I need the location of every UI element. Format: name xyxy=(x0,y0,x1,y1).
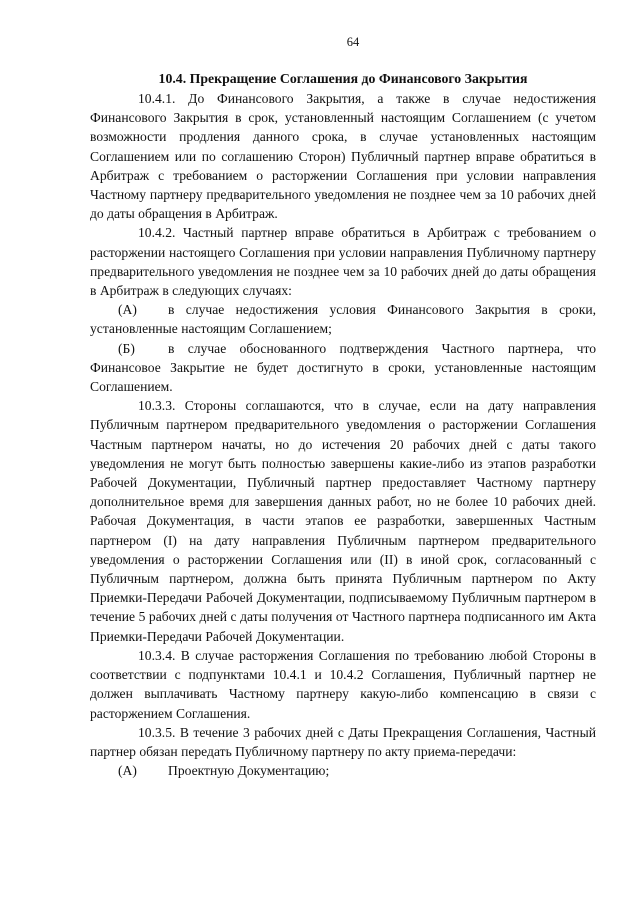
paragraph-10-3-5: 10.3.5. В течение 3 рабочих дней с Даты Прекращения Соглашения, Частный партнер обязан передать Публичному партнеру по акту приема-передачи: xyxy=(90,724,596,759)
list-item-b xyxy=(90,339,596,397)
paragraph-10-4-1: 10.4.1. До Финансового Закрытия, а также в случае недостижения Финансового Закрытия в срок, установленный настоящим Соглашением (с учетом возможности продления данного срока, в случае установленных настоящим Соглашением или по соглашению Сторон) Публичный партнер вправе обратиться в Арбитраж с требованием о расторжении Соглашения при условии направления Частному партнеру предварительного уведомления не позднее чем за 10 рабочих дней до даты обращения в Арбитраж. xyxy=(90,91,596,222)
section-heading: 10.4. Прекращение Соглашения до Финансового Закрытия xyxy=(158,71,528,86)
list-item-a xyxy=(90,300,596,338)
list-item-text: Проектную Документацию; xyxy=(168,763,330,779)
list-marker: (А) xyxy=(118,302,137,318)
paragraph-10-3-3: 10.3.3. Стороны соглашаются, что в случае, если на дату направления Публичным партнером предварительного уведомления о расторжении Соглашения Частным партнером начаты, но до истечения 20 рабочих дней с даты такого уведомления не могут быть полностью завершены какие-либо из этапов разработки Рабочей Документации, Публичный партнер предоставляет Частному партнеру дополнительное время для завершения данных работ, но не более 10 рабочих дней. Рабочая Документация, в части этапов ее разработки, завершенных Частным партнером (I) на дату направления Публичным партнером предварительного уведомления о расторжении Соглашения или (II) в иной срок, согласованный с Публичным партнером, должна быть принята Публичным партнером по Акту Приемки-Передачи Рабочей Документации, подписываемому Публичным партнером в течение 5 рабочих дней с даты получения от Частного партнера подписанного им Акта Приемки-Передачи Рабочей Документации. xyxy=(90,398,596,644)
list-item-text: в случае недостижения условия Финансового Закрытия в сроки, установленные настоящим Соглашением; xyxy=(90,302,596,337)
list-marker: (А) xyxy=(118,763,137,779)
paragraph-10-4-2: 10.4.2. Частный партнер вправе обратиться в Арбитраж с требованием о расторжении настоящего Соглашения при условии направления Публичному партнеру предварительного уведомления не позднее чем за 10 рабочих дней до даты обращения в Арбитраж в следующих случаях: xyxy=(90,225,596,299)
list-marker: (Б) xyxy=(118,340,135,356)
list-item-a-2 xyxy=(90,761,596,780)
list-item-text: в случае обоснованного подтверждения Частного партнера, что Финансовое Закрытие не будет достигнуто в сроки, установленные настоящим Соглашением. xyxy=(90,340,596,395)
document-page xyxy=(90,34,596,780)
paragraph-10-3-4: 10.3.4. В случае расторжения Соглашения по требованию любой Стороны в соответствии с подпунктами 10.4.1 и 10.4.2 Соглашения, Публичный партнер не должен выплачивать Частному партнеру какую-либо компенсацию в связи с расторжением Соглашения. xyxy=(90,647,596,721)
page-number: 64 xyxy=(346,35,360,49)
